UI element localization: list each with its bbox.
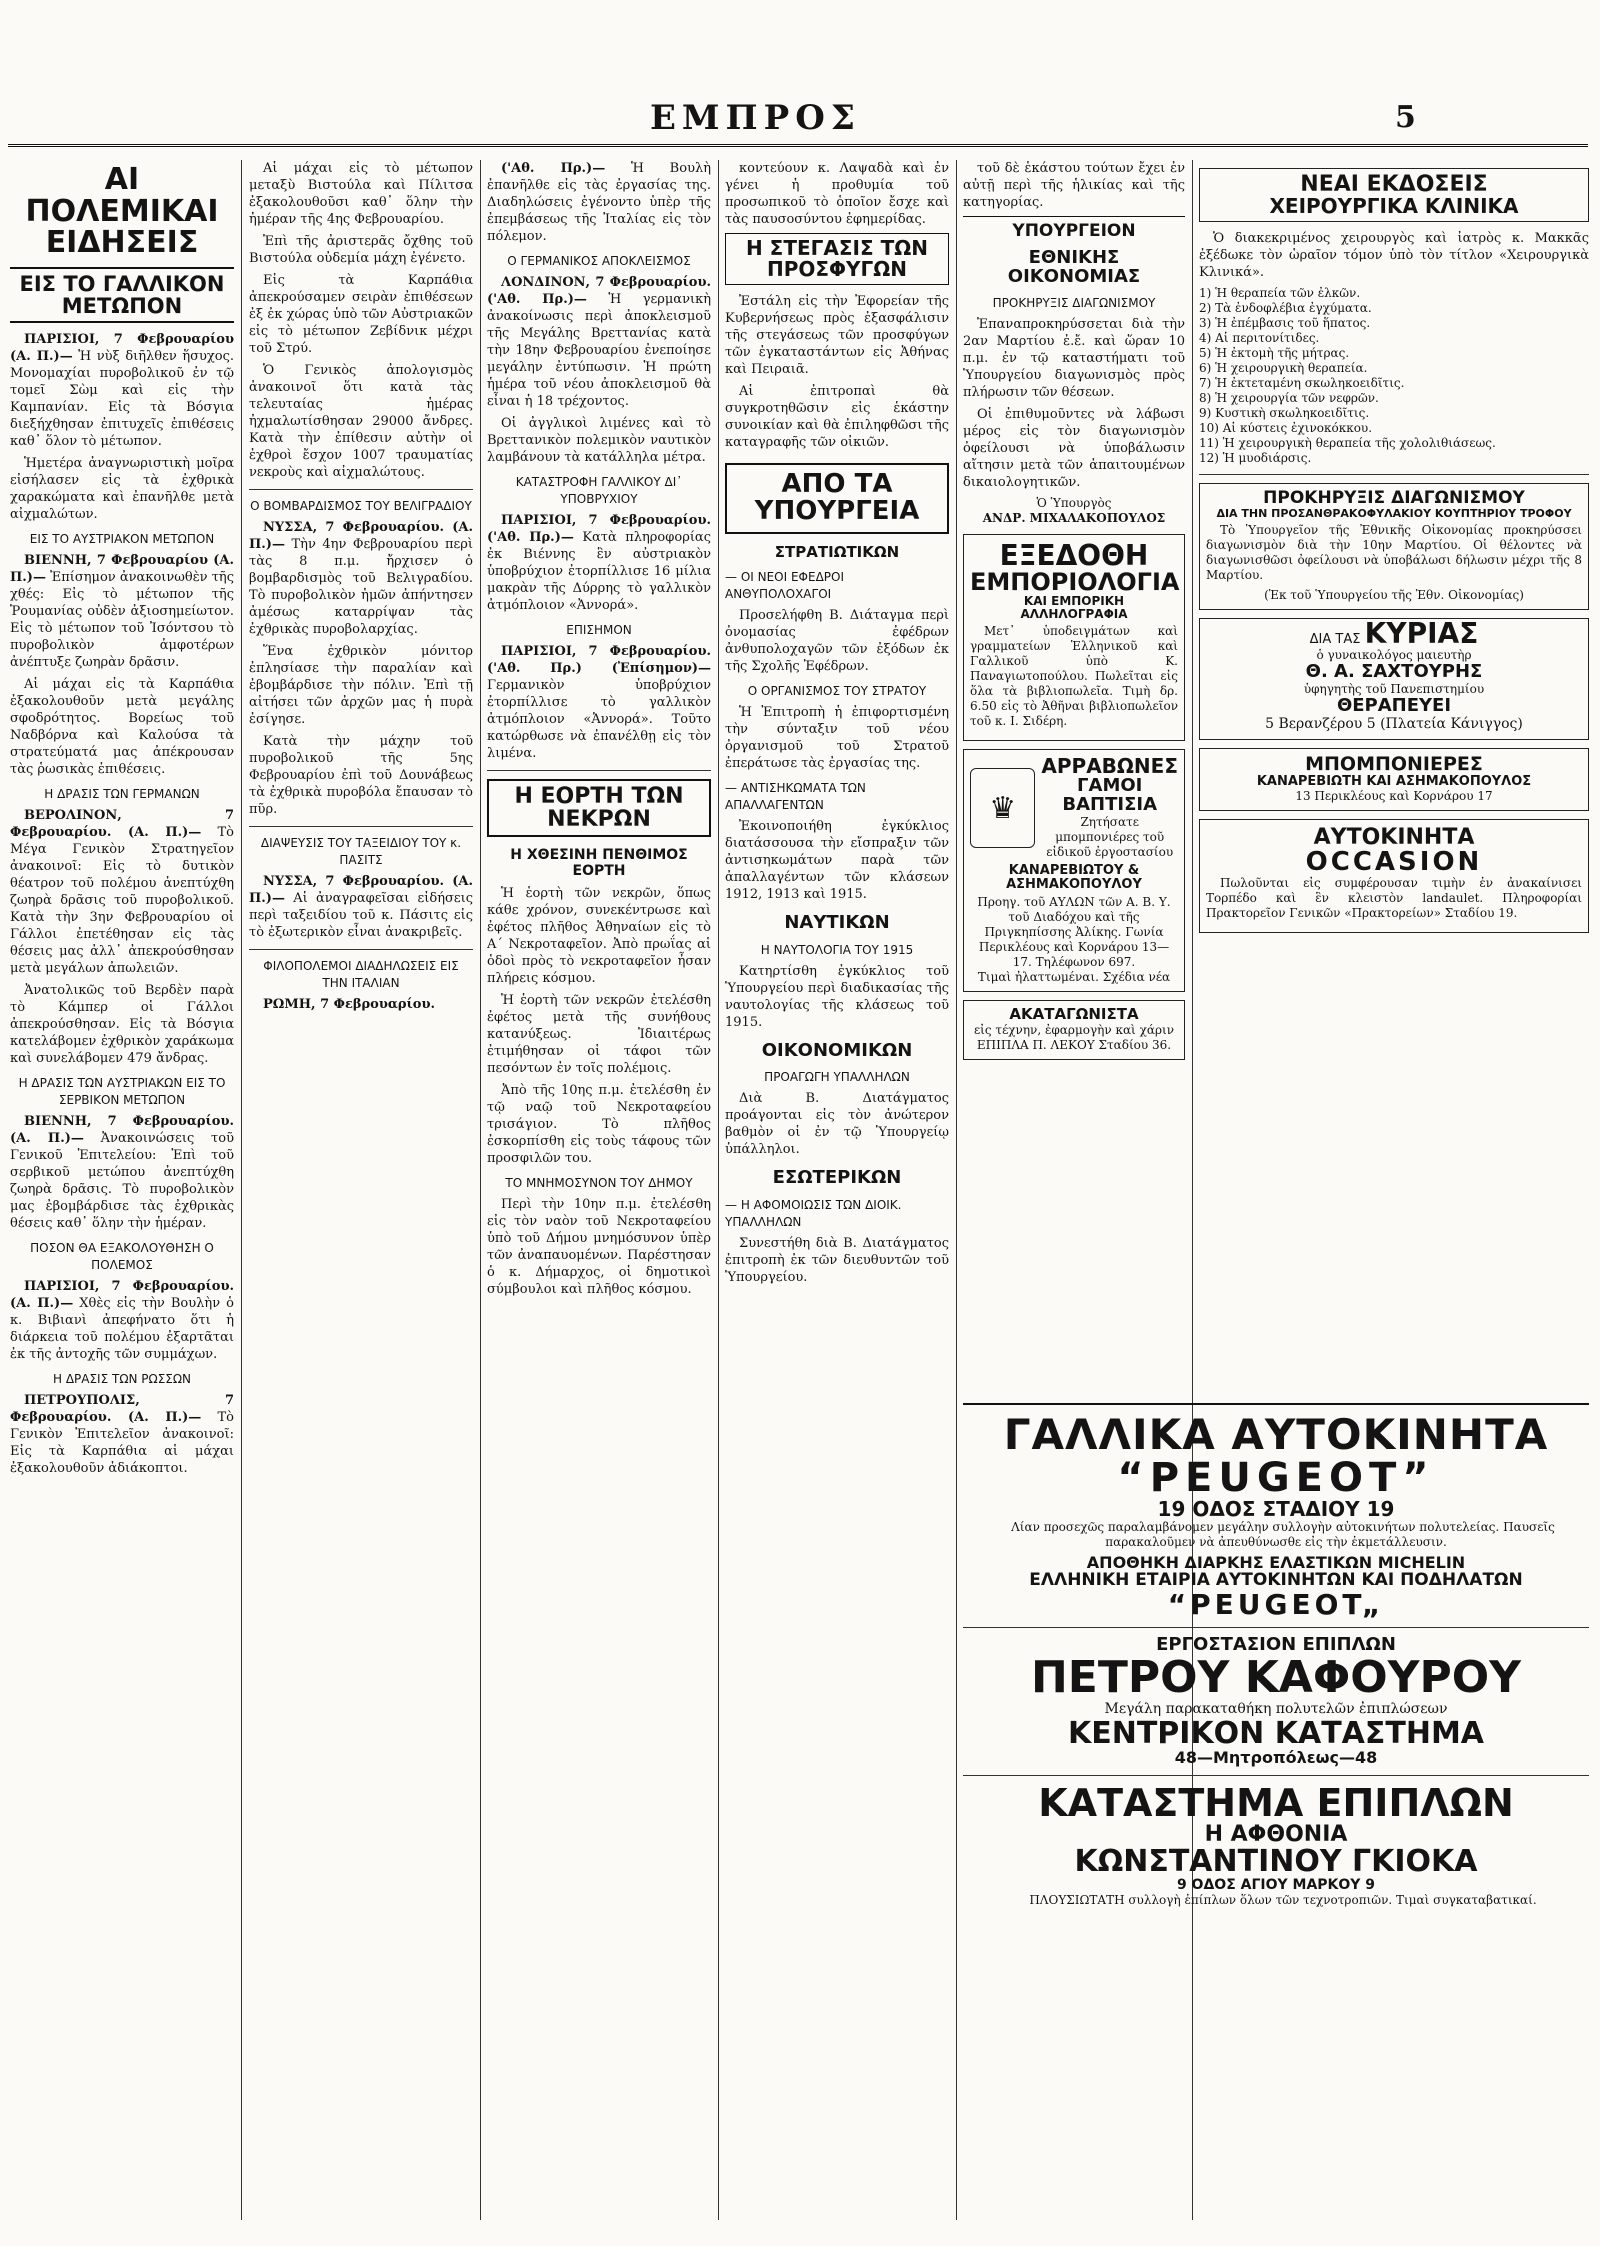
- section-banner: ΟΙΚΟΝΟΜΙΚΩΝ: [761, 1039, 913, 1061]
- column-divider: [480, 160, 481, 2220]
- ad-name: Θ. Α. ΣΑΧΤΟΥΡΗΣ: [1305, 661, 1483, 683]
- article-paragraph: Περὶ τὴν 10ην π.μ. ἐτελέσθη εἰς τὸν ναὸν τοῦ Νεκροταφείου ὑπὸ τοῦ Δήμου μνημόσυνον ὑπὲρ τῶν ἀναπαυομένων. Παρέστησαν ὁ κ. Δήμαρχος, οἱ δημοτικοὶ σύμβουλοι καὶ πλῆθος κόσμου.: [487, 1197, 711, 1298]
- section-heading: Η ΔΡΑΣΙΣ ΤΩΝ ΓΕΡΜΑΝΩΝ: [44, 786, 200, 801]
- divider: [249, 489, 473, 490]
- article-paragraph: Κατὰ τὴν μάχην τοῦ πυροβολικοῦ τῆς 5ης Φεβρουαρίου ἐπὶ τοῦ Δουνάβεως τὰ ἐχθρικὰ πυροβόλα ἔπαυσαν τὸ πῦρ.: [249, 734, 473, 817]
- section-heading: ΕΠΙΣΗΜΟΝ: [566, 623, 632, 637]
- ad-title: ΠΡΟΚΗΡΥΞΙΣ ΔΙΑΓΩΝΙΣΜΟΥ: [1263, 488, 1525, 509]
- ad-address: 13 Περικλέους καὶ Κορνάρου 17: [1295, 788, 1493, 803]
- article-paragraph: Ὁ Γενικὸς ἀπολογισμὸς ἀνακοινοῖ ὅτι κατὰ τὰς τελευταίας ἡμέρας ἠχμαλωτίσθησαν 29000 ἄνδρες. Κατὰ τὴν ἐπίθεσιν αὐτὴν οἱ ἐχθροὶ ἔσχον 1007 τραυματίας νεκροὺς καὶ αἰχμαλώτους.: [249, 363, 473, 480]
- column-2: [249, 160, 473, 2220]
- ad-title: ΚΑΤΑΣΤΗΜΑ ΕΠΙΠΛΩΝ: [1038, 1780, 1514, 1825]
- ad-name: ΚΑΝΑΡΕΒΙΩΤΟΥ & ΑΣΗΜΑΚΟΠΟΥΛΟΥ: [1006, 863, 1142, 892]
- ad-title: ΓΑΛΛΙΚΑ ΑΥΤΟΚΙΝΗΤΑ: [1003, 1410, 1549, 1459]
- column-divider: [956, 160, 957, 2220]
- article-paragraph: ΝΥΣΣΑ, 7 Φεβρουαρίου. (Α. Π.)— Τὴν 4ην Φεβρουαρίου περὶ τὰς 8 π.μ. ἤρχισεν ὁ βομβαρδισμὸς τοῦ Βελιγραδίου. Τὸ πυροβολικὸν ἡμῶν ἀπήντησεν ἀμέσως καταρρίψαν τὰς ἐχθρικὰς πυροβολαρχίας.: [249, 520, 473, 637]
- chapter-list-item: 8) Ἡ χειρουργία τῶν νεφρῶν.: [1199, 391, 1379, 406]
- ad-bomboniere-2: [1199, 748, 1589, 811]
- column-3: [487, 160, 711, 2220]
- article-paragraph: Ἐπὶ τῆς ἀριστερᾶς ὄχθης τοῦ Βιστούλα οὐδεμία μάχη ἐγένετο.: [249, 234, 473, 266]
- ad-body: ὑφηγητὴς τοῦ Πανεπιστημίου: [1303, 682, 1485, 697]
- ad-subtitle: ΓΑΜΟΙ: [1077, 775, 1143, 797]
- masthead-rule: [8, 144, 1588, 147]
- ad-depot: ΑΠΟΘΗΚΗ ΔΙΑΡΚΗΣ ΕΛΑΣΤΙΚΩΝ MICHELIN: [1086, 1553, 1466, 1573]
- divider: [1199, 474, 1589, 475]
- ad-name: ΠΕΤΡΟΥ ΚΑΦΟΥΡΟΥ: [1030, 1652, 1522, 1704]
- article-headline: Η ΕΟΡΤΗ ΤΩΝ ΝΕΚΡΩΝ: [487, 779, 711, 837]
- ad-word: ΘΕΡΑΠΕΥΕΙ: [1336, 695, 1452, 717]
- ad-furniture-lekos: [963, 1000, 1185, 1060]
- article-paragraph: Ἡ Ἐπιτροπὴ ἡ ἐπιφορτισμένη τὴν σύνταξιν τοῦ νέου ὀργανισμοῦ τοῦ Στρατοῦ ἐπεράτωσε τὰς ἐργασίας της.: [725, 704, 949, 771]
- section-heading: ΠΡΟΑΓΩΓΗ ΥΠΑΛΛΗΛΩΝ: [764, 1070, 910, 1085]
- ad-title: ΑΥΤΟΚΙΝΗΤΑ: [1313, 824, 1475, 850]
- ad-title: ΜΠΟΜΠΟΝΙΕΡΕΣ: [1305, 753, 1483, 776]
- ad-body: Ζητήσατε μπομπονιέρες τοῦ εἰδικοῦ ἐργοστασίου: [1046, 815, 1174, 860]
- ad-name: ΚΩΝΣΤΑΝΤΙΝΟΥ ΓΚΙΟΚΑ: [1074, 1844, 1478, 1880]
- notice-subtitle: ΠΡΟΚΗΡΥΞΙΣ ΔΙΑΓΩΝΙΣΜΟΥ: [992, 295, 1156, 310]
- divider: [963, 1403, 1589, 1405]
- article-paragraph: Ἐστάλη εἰς τὴν Ἐφορείαν τῆς Κυβερνήσεως πρὸς ἐξασφάλισιν τῆς στεγάσεως τῶν προσφύγων τῶν ἐγκαταστάντων εἰς Ἀθήνας καὶ Πειραιᾶ.: [725, 294, 949, 377]
- article-paragraph: Ἐκοινοποιήθη ἐγκύκλιος διατάσσουσα τὴν εἴσπραξιν τῶν ἀντισηκωμάτων παρὰ τῶν ἀπαλλαγέντων τῶν κλάσεων 1912, 1913 καὶ 1915.: [725, 818, 949, 902]
- notice-ministry: ΕΘΝΙΚΗΣ ΟΙΚΟΝΟΜΙΑΣ: [1007, 246, 1141, 287]
- ad-body: ΠΛΟΥΣΙΩΤΑΤΗ συλλογὴ ἐπίπλων ὅλων τῶν τεχνοτροπιῶν. Τιμαὶ συγκαταβατικαί.: [1029, 1892, 1537, 1907]
- chapter-list-item: 4) Αἱ περιτονίτιδες.: [1199, 331, 1320, 346]
- masthead: [0, 94, 1600, 150]
- article-paragraph: Ἡ ἑορτὴ τῶν νεκρῶν, ὅπως κάθε χρόνον, συνεκέντρωσε καὶ ἐφέτος πλῆθος Ἀθηναίων εἰς τὸ Α΄ Νεκροταφεῖον. Ἀπὸ πρωΐας αἱ ὁδοὶ πρὸς τὸ νεκροταφεῖον ἦσαν πλήρεις κόσμου.: [487, 886, 711, 987]
- section-heading: Ο ΓΕΡΜΑΝΙΚΟΣ ΑΠΟΚΛΕΙΣΜΟΣ: [507, 254, 691, 268]
- article-paragraph: Ὁ διακεκριμένος χειρουργὸς καὶ ἰατρὸς κ. Μακκᾶς ἐξέδωκε τὸν ὡραῖον τόμον ὑπὸ τὸν τίτλον «Χειρουργικὰ Κλινικά».: [1199, 231, 1589, 281]
- article-paragraph: τοῦ δὲ ἑκάστου τούτων ἔχει ἐν αὐτῇ περὶ τῆς ἡλικίας καὶ τῆς κατηγορίας.: [963, 161, 1185, 210]
- article-paragraph: ΠΑΡΙΣΙΟΙ, 7 Φεβρουαρίου (Α. Π.)— Ἡ νὺξ διῆλθεν ἥσυχος. Μονομαχίαι πυροβολικοῦ ἐν τῷ τομεῖ Σὼμ καὶ εἰς τὴν Καμπανίαν. Εἰς τὰ Βόσγια διεξήχθησαν ἐπιτυχεῖς ἐπιθέσεις καθ᾽ ὅλον τὸ μέτωπον.: [10, 331, 234, 449]
- ad-company: ΕΛΛΗΝΙΚΗ ΕΤΑΙΡΙΑ ΑΥΤΟΚΙΝΗΤΩΝ ΚΑΙ ΠΟΔΗΛΑΤΩΝ: [1029, 1569, 1523, 1590]
- ad-body: Πωλοῦνται εἰς συμφέρουσαν τιμὴν ἐν ἀνακαίνισει Τορπέδο καὶ ἓν κλειστὸν landaulet. Πληροφορίαι Πρακτορεῖον Γενικῶν «Πρακτορείων» Σταδίου 19.: [1206, 876, 1582, 921]
- article-headline: Η ΣΤΕΓΑΣΙΣ ΤΩΝ ΠΡΟΣΦΥΓΩΝ: [725, 233, 949, 285]
- article-paragraph: ΠΑΡΙΣΙΟΙ, 7 Φεβρουαρίου. ('Αθ. Πρ.)— Κατὰ πληροφορίας ἐκ Βιέννης ἓν αὐστριακὸν ὑποβρύχιον ἐτορπίλλισε 16 μίλια μακρὰν τῆς Δύρρης τὸ γαλλικὸν ἀτμόπλοιον «Ἀννορά».: [487, 513, 711, 613]
- ad-pretitle: ΕΡΓΟΣΤΑΣΙΟΝ ΕΠΙΠΛΩΝ: [1156, 1634, 1396, 1656]
- column-1: [10, 160, 234, 2220]
- article-paragraph: ΠΕΤΡΟΥΠΟΛΙΣ, 7 Φεβρουαρίου. (Α. Π.)— Τὸ Γενικὸν Ἐπιτελεῖον ἀνακοινοῖ: Εἰς τὰ Καρπάθια αἱ μάχαι ἐξακολουθοῦν ἀδιάκοπτοι.: [10, 1392, 234, 1476]
- article-paragraph: Συνεστήθη διὰ Β. Διατάγματος ἐπιτροπὴ ἐκ τῶν διευθυντῶν τοῦ Ὑπουργείου.: [725, 1235, 949, 1285]
- section-heading: ΚΑΤΑΣΤΡΟΦΗ ΓΑΛΛΙΚΟΥ ΔΙ᾽ ΥΠΟΒΡΥΧΙΟΥ: [515, 475, 683, 506]
- article-paragraph: ΠΑΡΙΣΙΟΙ, 7 Φεβρουαρίου. ('Αθ. Πρ.) (Ἐπίσημον)— Γερμανικὸν ὑποβρύχιον ἐτορπίλλισε τὸ γαλλικὸν ἀτμόπλοιον «Ἀννορά». Τοῦτο κατώρθωσε νὰ ἐπανέλθῃ εἰς τὸν λιμένα.: [487, 644, 711, 761]
- ad-word: OCCASION: [1305, 846, 1483, 877]
- new-editions-box: [1199, 168, 1589, 222]
- ad-body: Μεγάλη παρακαταθήκη πολυτελῶν ἐπιπλώσεων: [1104, 1701, 1448, 1718]
- column-divider: [241, 160, 242, 2220]
- ad-title: ΕΞΕΔΟΘΗ: [999, 538, 1149, 572]
- ad-subtitle: ΒΑΠΤΙΣΙΑ: [1062, 794, 1158, 816]
- column-4: [725, 160, 949, 1880]
- notice-title: ΥΠΟΥΡΓΕΙΟΝ: [963, 216, 1185, 241]
- article-paragraph: Διὰ Β. Διατάγματος προάγονται εἰς τὸν ἀνώτερον βαθμὸν οἱ ἐν τῷ Ὑπουργείῳ ὑπάλληλοι.: [725, 1091, 949, 1158]
- section-heading: Η ΝΑΥΤΟΛΟΓΙΑ ΤΟΥ 1915: [760, 942, 914, 957]
- divider: [963, 1627, 1589, 1628]
- ad-bomboniere: [963, 749, 1185, 992]
- ad-title: ΑΚΑΤΑΓΩΝΙΣΤΑ: [1009, 1005, 1139, 1024]
- section-banner: ΝΑΥΤΙΚΩΝ: [784, 911, 890, 933]
- ad-procurement: [1199, 483, 1589, 610]
- ad-address: 5 Βερανζέρου 5 (Πλατεία Κάνιγγος): [1265, 716, 1523, 733]
- section-heading: ΠΟΣΟΝ ΘΑ ΕΞΑΚΟΛΟΥΘΗΣΗ Ο ΠΟΛΕΜΟΣ: [30, 1240, 214, 1272]
- section-heading: Ο ΒΟΜΒΑΡΔΙΣΜΟΣ ΤΟΥ ΒΕΛΙΓΡΑΔΙΟΥ: [250, 499, 472, 513]
- ad-doc: ὁ γυναικολόγος μαιευτὴρ: [1316, 648, 1472, 663]
- article-paragraph: ΝΥΣΣΑ, 7 Φεβρουαρίου. (Α. Π.)— Αἱ ἀναγραφεῖσαι εἰδήσεις περὶ ταξειδίου τοῦ κ. Πάσιτς εἰς τὸ ἐξωτερικὸν εἶναι ἀνακριβεῖς.: [249, 874, 473, 940]
- chapter-list-item: 3) Ἡ ἐπέμβασις τοῦ ἥπατος.: [1199, 316, 1371, 331]
- ad-pretitle: ΔΙΑ ΤΑΣ: [1309, 632, 1361, 648]
- column-divider: [718, 160, 719, 2220]
- ad-title: ΚΥΡΙΑΣ: [1364, 617, 1479, 651]
- notice-paragraph: Οἱ ἐπιθυμοῦντες νὰ λάβωσι μέρος εἰς τὸν διαγωνισμὸν ὀφείλουσι νὰ ὑποβάλωσιν αἴτησιν μετὰ τῶν ἀπαιτουμένων δικαιολογητικῶν.: [963, 406, 1185, 490]
- section-heading: Η ΔΡΑΣΙΣ ΤΩΝ ΑΥΣΤΡΙΑΚΩΝ ΕΙΣ ΤΟ ΣΕΡΒΙΚΟΝ ΜΕΤΩΠΟΝ: [18, 1075, 226, 1107]
- article-paragraph: Αἱ μάχαι εἰς τὰ Καρπάθια ἐξακολουθοῦν μετὰ μεγάλης σφοδρότητος. Βορείως τοῦ Ναδβόρνα καὶ Καλούσα τὰ στρατεύματά μας ἀπέκρουσαν τὰς ῥωσικὰς ἐπιθέσεις.: [10, 676, 234, 777]
- chapter-list-item: 6) Ἡ χειρουργικὴ θεραπεία.: [1199, 361, 1368, 376]
- article-paragraph: Αἱ μάχαι εἰς τὸ μέτωπον μεταξὺ Βιστούλα καὶ Πίλιτσα ἐξακολουθοῦσι καθ᾽ ὅλην τὴν ἡμέραν τῆς 4ης Φεβρουαρίου.: [249, 161, 473, 227]
- divider: [487, 770, 711, 771]
- ad-price: Τιμαὶ ἠλαττωμέναι. Σχέδια νέα: [977, 970, 1171, 985]
- ad-address: 19 ΟΔΟΣ ΣΤΑΔΙΟΥ 19: [1157, 1497, 1395, 1522]
- section-banner: ΑΠΟ ΤΑ ΥΠΟΥΡΓΕΙΑ: [725, 463, 949, 534]
- section-headline: ΕΙΣ ΤΟ ΓΑΛΛΙΚΟΝ ΜΕΤΩΠΟΝ: [10, 267, 234, 323]
- royal-crest-icon: ♛: [970, 768, 1035, 848]
- signature-name: ΑΝΔΡ. ΜΙΧΑΛΑΚΟΠΟΥΛΟΣ: [982, 510, 1166, 525]
- section-heading: — Η ΑΦΟΜΟΙΩΣΙΣ ΤΩΝ ΔΙΟΙΚ. ΥΠΑΛΛΗΛΩΝ: [725, 1197, 902, 1229]
- article-paragraph: ΒΙΕΝΝΗ, 7 Φεβρουαρίου (Α. Π.)— Ἐπίσημον ἀνακοινωθὲν τῆς χθές: Εἰς τὸ μέτωπον τῆς Ῥουμανίας οὐδὲν ἀξιοσημείωτον. Εἰς τὸ μέτωπον τοῦ Ἰσόντσου τὸ πυροβολικὸν ἀμφοτέρων ἀνέπτυξε ζωηρὰν δρᾶσιν.: [10, 552, 234, 670]
- newspaper-title: ΕΜΠΡΟΣ: [650, 98, 861, 138]
- chapter-list-item: 9) Κυστικὴ σκωληκοειδῖτις.: [1199, 406, 1370, 421]
- article-paragraph: Αἱ ἐπιτροπαὶ θὰ συγκροτηθῶσιν εἰς ἑκάστην συνοικίαν καὶ θὰ ἐπιληφθῶσι τῆς καταγραφῆς τῶν οἰκιῶν.: [725, 384, 949, 450]
- article-paragraph: ΒΙΕΝΝΗ, 7 Φεβρουαρίου. (Α. Π.)— Ἀνακοινώσεις τοῦ Γενικοῦ Ἐπιτελείου: Ἐπὶ τοῦ σερβικοῦ μετώπου ἀνεπτύχθη ζωηρὰ δρᾶσις. Τὸ πυροβολικὸν μας ἐβομβάρδισε τὰς ἐχθρικὰς θέσεις καθ᾽ ὅλην τὴν ἡμέραν.: [10, 1113, 234, 1231]
- ad-title: ΑΡΡΑΒΩΝΕΣ: [1041, 754, 1178, 779]
- ad-address: 9 ΟΔΟΣ ΑΓΙΟΥ ΜΑΡΚΟΥ 9: [1176, 1876, 1376, 1893]
- page-number: 5: [1395, 100, 1416, 135]
- chapter-list-item: 10) Αἱ κύστεις ἐχινοκόκκου.: [1199, 421, 1373, 436]
- ad-store: ΚΕΝΤΡΙΚΟΝ ΚΑΤΑΣΤΗΜΑ: [1067, 1716, 1485, 1752]
- ad-gynecologist: [1199, 618, 1589, 740]
- article-paragraph: ΠΑΡΙΣΙΟΙ, 7 Φεβρουαρίου. (Α. Π.)— Χθὲς εἰς τὴν Βουλὴν ὁ κ. Βιβιανὶ ἀπεφήνατο ὅτι ἡ διάρκεια τοῦ πολέμου ἐξαρτᾶται ἐκ τῆς ἀντοχῆς τῶν συμμάχων.: [10, 1278, 234, 1362]
- article-paragraph: Κατηρτίσθη ἐγκύκλιος τοῦ Ὑπουργείου περὶ διαδικασίας τῆς ναυτολογίας τῆς κλάσεως τοῦ 1915.: [725, 963, 949, 1030]
- section-heading: ΕΙΣ ΤΟ ΑΥΣΤΡΙΑΚΟΝ ΜΕΤΩΠΟΝ: [29, 531, 215, 546]
- section-heading: ΦΙΛΟΠΟΛΕΜΟΙ ΔΙΑΔΗΛΩΣΕΙΣ ΕΙΣ ΤΗΝ ΙΤΑΛΙΑΝ: [263, 959, 459, 990]
- signature-title: Ὁ Ὑπουργὸς: [1036, 495, 1112, 510]
- divider: [249, 826, 473, 827]
- section-banner: ΕΣΩΤΕΡΙΚΩΝ: [772, 1167, 902, 1189]
- ad-automobiles-occasion: [1199, 819, 1589, 933]
- ad-company-brand: “PEUGEOT„: [1167, 1587, 1385, 1621]
- ad-name: ΚΑΝΑΡΕΒΙΩΤΗ ΚΑΙ ΑΣΗΜΑΚΟΠΟΥΛΟΣ: [1256, 774, 1532, 790]
- article-paragraph: Ἕνα ἐχθρικὸν μόνιτορ ἐπλησίασε τὴν παραλίαν καὶ ἐβομβάρδισε τὴν πόλιν. Ἐπὶ τῇ αἰτήσει τῶν ἀρχῶν μας ἡ πυρὰ ἐσίγησε.: [249, 644, 473, 727]
- article-paragraph: Εἰς τὰ Καρπάθια ἀπεκρούσαμεν σειρὰν ἐπιθέσεων ἐξ ἐκ χώρας ὑπὸ τῶν Αὐστριακῶν εἰς τὸ μέτωπον Ζεβίδνικ μέχρι τοῦ Στρύ.: [249, 273, 473, 356]
- ad-subtitle: ΚΑΙ ΕΜΠΟΡΙΚΗ ΑΛΛΗΛΟΓΡΑΦΙΑ: [1020, 594, 1128, 621]
- chapter-list-item: 12) Ἡ μυοδιάρσις.: [1199, 451, 1312, 466]
- article-paragraph: Ἡμετέρα ἀναγνωριστικὴ μοῖρα εἰσήλασεν εἰς τὰ ἐχθρικὰ χαρακώματα καὶ ἐπανῆλθε μετὰ αἰχμαλώτων.: [10, 455, 234, 522]
- article-paragraph: ΛΟΝΔΙΝΟΝ, 7 Φεβρουαρίου. ('Αθ. Πρ.)— Ἡ γερμανικὴ ἀνακοίνωσις περὶ ἀποκλεισμοῦ τῆς Μεγάλης Βρεττανίας κατὰ τὴν 18ην Φεβρουαρίου ἐνεποίησε μεγάλην ἐντύπωσιν. Ἡ πρώτη ἡμέρα τοῦ νέου ἀποκλεισμοῦ θὰ εἶναι ἡ 18 τρέχοντος.: [487, 275, 711, 409]
- column-5: [963, 160, 1185, 1385]
- section-headline: ΝΕΑΙ ΕΚΔΟΣΕΙΣ: [1300, 172, 1488, 197]
- section-subheadline: ΧΕΙΡΟΥΡΓΙΚΑ ΚΛΙΝΙΚΑ: [1269, 194, 1519, 219]
- section-heading: Ο ΟΡΓΑΝΙΣΜΟΣ ΤΟΥ ΣΤΡΑΤΟΥ: [747, 683, 927, 698]
- main-headline: ΑΙ ΠΟΛΕΜΙΚΑΙ ΕΙΔΗΣΕΙΣ: [25, 162, 219, 260]
- article-paragraph: Ἀπὸ τῆς 10ης π.μ. ἐτελέσθη ἐν τῷ ναῷ τοῦ Νεκροταφείου τρισάγιον. Τὸ πλῆθος ἐσκορπίσθη εἰς τοὺς τάφους τῶν προσφιλῶν του.: [487, 1083, 711, 1167]
- article-paragraph: Οἱ ἀγγλικοὶ λιμένες καὶ τὸ Βρεττανικὸν πολεμικὸν ναυτικὸν λαμβάνουν τὰ κατάλληλα μέτρα.: [487, 416, 711, 465]
- section-heading: — ΟΙ ΝΕΟΙ ΕΦΕΔΡΟΙ ΑΝΘΥΠΟΛΟΧΑΓΟΙ: [725, 569, 845, 601]
- ad-brand: “PEUGEOT”: [1117, 1455, 1435, 1502]
- article-paragraph: ('Αθ. Πρ.)— Ἡ Βουλὴ ἐπανῆλθε εἰς τὰς ἐργασίας της. Διαδηλώσεις ἐγένοντο ὑπὲρ τῆς ἐπεμβάσεως τῆς Ἰταλίας εἰς τὸν πόλεμον.: [487, 161, 711, 244]
- article-paragraph: Ἀνατολικῶς τοῦ Βερδὲν παρὰ τὸ Κάμπερ οἱ Γάλλοι ἀπεκρούσθησαν. Εἰς τὰ Βόσγια κατελάβομεν ἐχθρικὸν χαράκωμα καὶ συνελάβομεν 479 ἄνδρας.: [10, 982, 234, 1066]
- chapter-list: [1199, 286, 1589, 466]
- chapter-list-item: 7) Ἡ ἐκτεταμένη σκωληκοειδῖτις.: [1199, 376, 1405, 391]
- chapter-list-item: 11) Ἡ χειρουργικὴ θεραπεία τῆς χολολιθιάσεως.: [1199, 436, 1496, 451]
- ad-address: 48—Μητροπόλεως—48: [1174, 1747, 1378, 1767]
- article-paragraph: Προσελήφθη Β. Διάταγμα περὶ ὀνομασίας ἐφέδρων ἀνθυπολοχαγῶν τῶν ἐξόδων ἐκ τῆς Σχολῆς Ἐφέδρων.: [725, 607, 949, 674]
- ad-body: εἰς τέχνην, ἐφαρμογὴν καὶ χάριν ΕΠΙΠΛΑ Π. ΛΕΚΟΥ Σταδίου 36.: [973, 1023, 1175, 1053]
- divider: [249, 949, 473, 950]
- chapter-list-item: 5) Ἡ ἐκτομὴ τῆς μήτρας.: [1199, 346, 1350, 361]
- ad-sign: (Ἐκ τοῦ Ὑπουργείου τῆς Ἐθν. Οἰκονομίας): [1264, 588, 1524, 603]
- article-paragraph: κοντεύουν κ. Λαψαδὰ καὶ ἐν γένει ἡ προθυμία τοῦ προσωπικοῦ τὸ ὁποῖον ἔσχε καὶ τὰς παυσοσύντου ἐφημερίδας.: [725, 161, 949, 227]
- section-heading: — ΑΝΤΙΣΗΚΩΜΑΤΑ ΤΩΝ ΑΠΑΛΛΑΓΕΝΤΩΝ: [725, 780, 866, 812]
- section-heading: ΔΙΑΨΕΥΣΙΣ ΤΟΥ ΤΑΞΕΙΔΙΟΥ ΤΟΥ κ. ΠΑΣΙΤΣ: [260, 836, 462, 867]
- notice-paragraph: Ἐπαναπροκηρύσσεται διὰ τὴν 2αν Μαρτίου ἐ.ἔ. καὶ ὥραν 10 π.μ. ἐν τῷ καταστήματι τοῦ Ὑπουργείου διαγωνισμὸς πρὸς πλήρωσιν τῶν θέσεων.: [963, 316, 1185, 400]
- ad-body: Μετ᾽ ὑποδειγμάτων καὶ γραμματείων Ἑλληνικοῦ καὶ Γαλλικοῦ ὑπὸ Κ. Παναγιωτοπούλου. Πωλεῖται εἰς ὅλα τὰ βιβλιοπωλεῖα. Τιμὴ δρ. 6.50 εἰς τὸ Ἀθῆναι βιβλιοπωλεῖον τοῦ κ. Ι. Σιδέρη.: [970, 624, 1178, 729]
- article-paragraph: Ἡ ἑορτὴ τῶν νεκρῶν ἐτελέσθη ἐφέτος μετὰ τῆς συνήθους κατανύξεως. Ἰδιαιτέρως ἐτιμήθησαν οἱ τάφοι τῶν πεσόντων ἐν τοῖς πολέμοις.: [487, 993, 711, 1077]
- chapter-list-item: 1) Ἡ θεραπεία τῶν ἐλκῶν.: [1199, 286, 1361, 301]
- article-paragraph: ΒΕΡΟΛΙΝΟΝ, 7 Φεβρουαρίου. (Α. Π.)— Τὸ Μέγα Γενικὸν Στρατηγεῖον ἀνακοινοῖ: Εἰς τὸ δυτικὸν θέατρον τοῦ πολέμου ἀνεπτύχθη ζωηρὰ δρᾶσις τοῦ πυροβολικοῦ. Κατὰ τὴν 3ην Φεβρουαρίου οἱ Γάλλοι ἐπετέθησαν εἰς τὰς θέσεις μας ἀλλ᾽ ἀπεκρούσθησαν μετὰ μεγάλων ἀπωλειῶν.: [10, 807, 234, 976]
- section-heading: ΤΟ ΜΝΗΜΟΣΥΝΟΝ ΤΟΥ ΔΗΜΟΥ: [505, 1176, 693, 1191]
- article-dateline: ΡΩΜΗ, 7 Φεβρουαρίου.: [263, 997, 435, 1012]
- ad-body: Τὸ Ὑπουργεῖον τῆς Ἐθνικῆς Οἰκονομίας προκηρύσσει διαγωνισμὸν διὰ τὴν 10ην Μαρτίου. Οἱ θέλοντες νὰ διαγωνισθῶσι ὀφείλουσι νὰ ὑποβάλωσι δήλωσιν μέχρι τῆς 8 Μαρτίου.: [1206, 523, 1582, 583]
- section-heading: Η ΔΡΑΣΙΣ ΤΩΝ ΡΩΣΣΩΝ: [52, 1371, 192, 1386]
- bottom-ads: [963, 1395, 1589, 2225]
- article-subheadline: Η ΧΘΕΣΙΝΗ ΠΕΝΘΙΜΟΣ ΕΟΡΤΗ: [510, 847, 688, 880]
- ad-subtitle: Η ΑΦΘΟΝΙΑ: [1204, 1822, 1348, 1848]
- chapter-list-item: 2) Τὰ ἐνδοφλέβια ἐγχύματα.: [1199, 301, 1372, 316]
- ad-body: Λίαν προσεχῶς παραλαμβάνομεν μεγάλην συλλογὴν αὐτοκινήτων πολυτελείας. Παυσεῖς παρακαλοῦμεν νὰ ἀπευθύνωσθε εἰς τὴν ἐκμετάλλευσιν.: [1011, 1520, 1555, 1550]
- ad-emporiologia: [963, 534, 1185, 742]
- divider: [963, 1775, 1589, 1776]
- column-6: [1199, 160, 1589, 1390]
- ad-name: ΕΜΠΟΡΙΟΛΟΓΙΑ: [970, 568, 1180, 597]
- ad-address: Προηγ. τοῦ ΑΥΛΩΝ τῶν Α. Β. Υ. τοῦ Διαδόχου καὶ τῆς Πριγκηπίσσης Ἀλίκης. Γωνία Περικλέους καὶ Κορνάρου 13—17. Τηλέφωνον 697.: [977, 895, 1171, 970]
- ad-subtitle: ΔΙΑ ΤΗΝ ΠΡΟΣΑΝΘΡΑΚΟΦΥΛΑΚΙΟΥ ΚΟΥΠΤΗΡΙΟΥ ΤΡΟΦΟΥ: [1216, 506, 1572, 520]
- section-subbanner: ΣΤΡΑΤΙΩΤΙΚΩΝ: [774, 542, 900, 561]
